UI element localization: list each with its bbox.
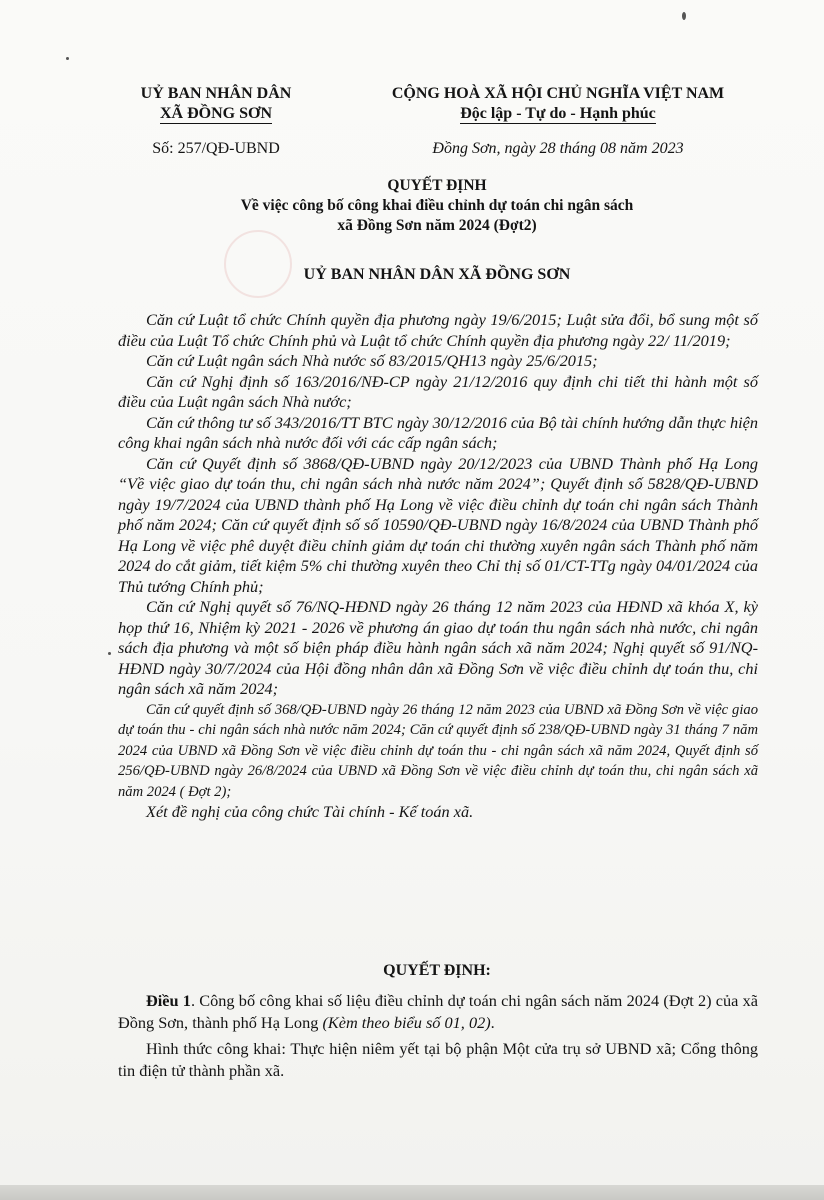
subject-line-1: Về việc công bố công khai điều chỉnh dự toán chi ngân sách bbox=[240, 197, 634, 214]
basis-paragraph: Căn cứ Luật tổ chức Chính quyền địa phương ngày 19/6/2015; Luật sửa đổi, bổ sung một số điều của Luật Tổ chức Chính phủ và Luật tổ chức Chính quyền địa phương ngày 22/ 11/2019; bbox=[118, 310, 758, 350]
basis-paragraph: Căn cứ quyết định số 368/QĐ-UBND ngày 26 tháng 12 năm 2023 của UBND xã Đồng Sơn về việc giao dự toán thu - chi ngân sách nhà nước năm 2024; Căn cứ quyết định số 238/QĐ-UBND ngày 31 tháng 7 năm 2024 của UBND xã Đồng Sơn về việc điều chỉnh dự toán thu - chi ngân sách xã năm 2024, Quyết định số 256/QĐ-UBND ngày 26/8/2024 của UBND xã Đồng Sơn về việc điều chỉnh dự toán thu, chi ngân sách xã năm 2024 ( Đợt 2); bbox=[118, 701, 758, 800]
articles bbox=[118, 990, 758, 1086]
document-type: QUYẾT ĐỊNH bbox=[387, 177, 487, 194]
agency-header bbox=[118, 84, 314, 159]
scan-bottom-edge bbox=[0, 1185, 824, 1200]
national-header bbox=[350, 84, 766, 159]
scan-speck bbox=[66, 57, 69, 60]
national-motto: Độc lập - Tự do - Hạnh phúc bbox=[460, 105, 656, 122]
scan-speck bbox=[108, 652, 111, 655]
agency-name: UỶ BAN NHÂN DÂN bbox=[140, 85, 292, 102]
document-number: Số: 257/QĐ-UBND bbox=[152, 140, 280, 157]
legal-basis bbox=[118, 310, 758, 823]
article-1-end: . bbox=[490, 1013, 495, 1032]
basis-paragraph: Xét đề nghị của công chức Tài chính - Kế toán xã. bbox=[146, 802, 474, 821]
faded-stamp bbox=[224, 230, 292, 298]
article-1-label: Điều 1 bbox=[146, 991, 191, 1010]
scan-speck bbox=[682, 12, 686, 20]
agency-locality: XÃ ĐỒNG SƠN bbox=[159, 105, 272, 122]
basis-paragraph: Căn cứ thông tư số 343/2016/TT BTC ngày 30/12/2016 của Bộ tài chính hướng dẫn thực hiện công khai ngân sách nhà nước đối với các cấp ngân sách; bbox=[118, 412, 758, 452]
basis-paragraph: Căn cứ Luật ngân sách Nhà nước số 83/2015/QH13 ngày 25/6/2015; bbox=[146, 351, 598, 370]
issuing-authority: UỶ BAN NHÂN DÂN XÃ ĐỒNG SƠN bbox=[303, 266, 571, 283]
publication-method: Hình thức công khai: Thực hiện niêm yết tại bộ phận Một cửa trụ sở UBND xã; Cổng thông tin điện tử thành phần xã. bbox=[118, 1039, 758, 1080]
basis-paragraph: Căn cứ Nghị định số 163/2016/NĐ-CP ngày 21/12/2016 quy định chi tiết thi hành một số điều của Luật ngân sách Nhà nước; bbox=[118, 371, 758, 411]
article-1-text: . Công bố công khai số liệu điều chỉnh dự toán chi ngân sách năm 2024 (Đợt 2) của xã Đồng Sơn, thành phố Hạ Long bbox=[118, 991, 758, 1032]
decision-heading: QUYẾT ĐỊNH: bbox=[383, 962, 491, 979]
basis-paragraph: Căn cứ Quyết định số 3868/QĐ-UBND ngày 20/12/2023 của UBND Thành phố Hạ Long “Về việc giao dự toán thu, chi ngân sách nhà nước năm 2024”; Quyết định số 5828/QĐ-UBND ngày 19/7/2024 của UBND thành phố Hạ Long về việc điều chỉnh dự toán chi ngân sách Thành phố năm 2024; Căn cứ quyết định số số 10590/QĐ-UBND ngày 16/8/2024 của UBND Thành phố Hạ Long về việc phê duyệt điều chỉnh giảm dự toán chi thường xuyên ngân sách Thành phố năm 2024 do cắt giảm, tiết kiệm 5% chi thường xuyên theo Chỉ thị số 01/CT-TTg ngày 04/01/2024 của Thủ tướng Chính phủ; bbox=[118, 453, 758, 596]
basis-paragraph: Căn cứ Nghị quyết số 76/NQ-HĐND ngày 26 tháng 12 năm 2023 của HĐND xã khóa X, kỳ họp thứ 16, Nhiệm kỳ 2021 - 2026 về phương án giao dự toán thu ngân sách nhà nước, chi ngân sách địa phương và một số biện pháp điều hành ngân sách xã năm 2024; Nghị quyết số 91/NQ-HĐND ngày 30/7/2024 của Hội đồng nhân dân xã Đồng Sơn về việc điều chỉnh dự toán thu, chi ngân sách xã năm 2024; bbox=[118, 597, 758, 698]
subject-line-2: xã Đồng Sơn năm 2024 (Đợt2) bbox=[337, 217, 537, 234]
article-1 bbox=[118, 990, 758, 1034]
country-name: CỘNG HOÀ XÃ HỘI CHỦ NGHĨA VIỆT NAM bbox=[391, 85, 725, 102]
article-1-reference: (Kèm theo biểu số 01, 02) bbox=[322, 1013, 491, 1032]
place-date: Đồng Sơn, ngày 28 tháng 08 năm 2023 bbox=[432, 140, 684, 157]
document-title bbox=[200, 176, 674, 236]
